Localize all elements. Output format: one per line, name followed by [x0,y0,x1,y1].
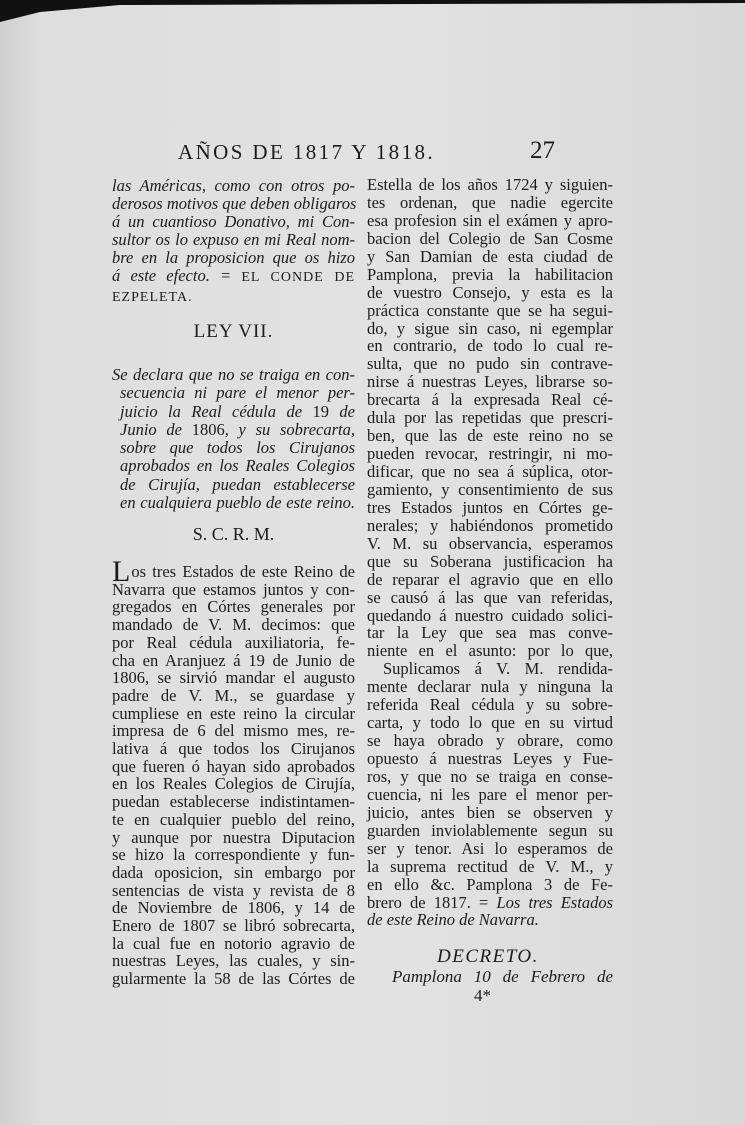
text-segment: 1806, se sirvió mandar el augusto [112,668,355,688]
text-line [367,660,613,678]
text-segment: ros, y que no se traiga en conse- [367,766,613,786]
text-line [367,212,613,230]
text-line [112,213,355,231]
text-line [112,581,355,599]
text-line [367,642,613,660]
page-number: 27 [530,137,555,164]
text-line [367,176,613,194]
text-line [112,740,355,758]
text-line [112,555,355,588]
text-line [367,445,613,463]
text-segment: quedando á nuestro cuidado solici- [367,605,613,625]
text-segment: práctica constante que se ha segui- [367,300,613,320]
text-segment: pueden revocar, restringir, ni mo- [367,444,613,464]
text-segment: en contrario, de todo lo cual re- [367,336,613,356]
text-line [112,287,355,307]
text-line [367,535,613,553]
text-line [112,846,355,864]
intro-paragraph [112,177,355,307]
text-line [367,876,613,894]
text-segment: sultor os lo expuso en mi Real nom- [112,230,355,249]
text-line [367,284,613,302]
text-segment: gamiento, y consentimiento de sus [367,479,613,499]
text-line [367,822,613,840]
text-segment: brero de 1817. = [367,892,497,912]
text-line [367,517,613,535]
text-segment: á este efecto. = [112,266,242,285]
text-line [367,732,613,750]
text-segment: ben, que las de este reino no se [367,426,613,446]
text-line [112,457,355,475]
text-segment: tar la Ley que sea mas conve- [367,623,613,643]
text-segment: do, y sigue sin caso, ni egemplar [367,318,613,338]
text-line [112,758,355,776]
text-segment: que fueren ó hayan sido aprobados [112,756,355,776]
text-line [367,266,613,284]
text-segment: en cualquiera pueblo de este reino. [120,493,355,513]
drop-cap: L [112,555,131,588]
text-segment: V. M. su observancia, esperamos [367,533,613,553]
text-line [112,687,355,705]
text-segment: las Américas, como con otros po- [112,176,355,195]
text-segment: sulta, que no pudo sin contrave- [367,354,613,374]
text-segment: Pamplona, previa la habilitacion [367,264,613,284]
text-segment: dificar, que no sea á súplica, otor- [367,462,613,481]
text-line [367,804,613,822]
text-segment: Enero de 1807 se libró sobrecarta, [112,916,355,936]
text-line [112,267,355,287]
text-line [367,714,613,732]
text-segment: de Noviembre de 1806, y 14 de [112,898,355,918]
text-line [112,722,355,740]
text-line [112,669,355,687]
text-segment: se haya obrado y obrare, como [367,731,613,751]
text-segment: referida Real cédula y su sobre- [367,695,613,715]
text-line [367,768,613,786]
text-line [112,231,355,249]
text-line [367,571,613,589]
text-segment: cha en Aranjuez á 19 de Junio de [112,650,355,670]
text-line [112,705,355,723]
decree-line: Pamplona 10 de Febrero de [392,967,613,986]
text-segment: juicio la Real cédula de [120,401,313,421]
text-segment: padre de V. M., se guardase y [112,685,355,705]
text-line [112,177,355,195]
text-line [367,678,613,696]
text-segment: Suplicamos á V. M. rendida- [383,659,613,679]
text-line [112,494,355,512]
text-line [112,917,355,935]
text-segment: EL CONDE DE [241,270,355,285]
text-segment: de este Reino de Navarra. [367,910,539,930]
text-line [367,624,613,642]
text-line [112,864,355,882]
law-summary [112,366,355,512]
text-line [367,391,613,409]
text-segment: opuesto á nuestras Leyes y Fue- [367,749,613,768]
text-line [112,952,355,970]
text-line [367,858,613,876]
text-segment: puedan establecerse indistintamen- [112,792,355,812]
text-line [367,840,613,858]
text-line [367,911,613,929]
text-line [367,320,613,338]
text-segment: 19 [312,401,329,421]
text-segment: aprobados en los Reales Colegios [120,456,355,476]
text-segment: y San Damian de esta ciudad de [367,246,613,266]
text-line [112,775,355,793]
text-segment: carta, y todo lo que en su virtud [367,713,613,733]
text-segment: y aunque por nuestra Diputacion [112,827,355,847]
text-line [112,421,355,439]
text-segment: sentencias de vista y revista de 8 [112,880,355,900]
text-segment: cumpliese en este reino la circular [112,703,355,723]
text-line [367,894,613,912]
text-segment: te en cualquier pueblo del reino, [112,809,355,829]
text-segment: de Cirujía, puedan establecerse [120,474,355,494]
text-line [367,553,613,571]
text-line [112,793,355,811]
text-line [367,230,613,248]
text-segment: ser y tenor. Asi lo esperamos de [367,838,613,858]
text-segment: secuencia ni pare el menor per- [120,383,355,403]
text-segment: la suprema rectitud de V. M., y [367,856,613,876]
text-segment: cuencia, ni les pare el menor per- [367,784,613,804]
text-segment: de reparar el agravio que en ello [367,569,613,589]
text-segment: juicio, antes bien se observen y [367,802,613,822]
text-segment: se causó á las que van referidas, [367,587,613,607]
scan-top-edge [0,0,745,30]
text-segment: derosos motivos que deben obligaros [112,194,357,213]
text-line [367,302,613,320]
text-segment: por Real cédula auxiliatoria, fe- [112,632,355,652]
text-line [367,696,613,714]
text-segment: dula por las repetidas que prescri- [367,408,613,428]
text-line [112,652,355,670]
text-segment: Junio de [120,419,192,439]
text-segment: nuestras Leyes, las cuales, y sin- [112,951,355,971]
text-segment: lativa á que todos los Cirujanos [112,739,355,759]
text-segment: dada oposicion, sin embargo por [112,862,355,882]
decree-heading: DECRETO. [437,946,539,967]
text-segment: bre en la proposicion que os hizo [112,248,355,267]
text-segment: Los tres Estados [496,892,613,912]
law-heading: LEY VII. [193,321,274,342]
text-segment: mandado de V. M. decimos: que [112,615,355,635]
text-segment: Estella de los años 1724 y siguien- [367,175,613,194]
text-segment: nerales; y habiéndonos prometido [367,515,613,535]
text-line [367,427,613,445]
text-segment: gularmente la 58 de las Córtes de [112,969,355,989]
text-line [367,463,613,481]
text-line [112,476,355,494]
text-segment: de [328,401,355,421]
text-line [112,439,355,457]
text-line [112,616,355,634]
text-segment: gregados en Córtes generales por [112,597,355,617]
text-segment: esa profesion sin el exámen y apro- [367,210,613,230]
text-segment: en ello &c. Pamplona 3 de Fe- [367,874,613,894]
text-segment: sobre que todos los Cirujanos [120,438,355,458]
text-line [367,607,613,625]
text-segment: guarden inviolablemente segun su [367,820,613,840]
text-segment: que su Soberana justificacion ha [367,551,613,571]
text-segment: mente declarar nula y ninguna la [367,677,613,697]
text-segment: os tres Estados de este Reino de [131,562,355,581]
running-title: AÑOS DE 1817 Y 1818. [178,140,436,164]
text-segment: de vuestro Consejo, y esta es la [367,282,613,302]
text-segment: brecarta á la expresada Real cé- [367,390,613,410]
text-segment: nirse á nuestras Leyes, librarse so- [367,372,613,392]
text-line [112,384,355,402]
text-line [367,373,613,391]
text-line [112,811,355,829]
text-line [112,970,355,988]
text-segment: niente en el asunto: por lo que, [367,641,613,661]
petition-body-left [112,555,355,989]
text-line [112,634,355,652]
text-line [112,249,355,267]
text-segment: Navarra que estamos juntos y con- [112,579,355,599]
text-segment: la cual fue en notorio agravio de [112,933,355,953]
text-segment: 1806 [191,419,225,439]
text-segment: impresa de 6 del mismo mes, re- [112,721,355,741]
text-segment: tres Estados juntos en Córtes ge- [367,497,613,517]
text-segment: en los Reales Colegios de Cirujía, [112,774,355,794]
petition-body-right [367,176,613,929]
text-segment: Se declara que no se traiga en con- [112,365,355,384]
signature-mark: 4* [474,986,491,1005]
text-segment: á un cuantioso Donativo, mi Con- [112,212,355,231]
text-line [367,248,613,266]
text-line [367,194,613,212]
text-line [112,366,355,384]
text-line [112,935,355,953]
text-line [112,598,355,616]
text-segment: EZPELETA. [112,290,193,305]
text-segment: bacion del Colegio de San Cosme [367,228,613,248]
text-line [112,829,355,847]
text-line [367,409,613,427]
text-line [112,195,355,213]
text-line [367,481,613,499]
text-segment: , y su sobrecarta, [224,419,355,439]
text-line [112,899,355,917]
text-line [367,499,613,517]
text-line [367,589,613,607]
text-line [367,355,613,373]
text-line [112,882,355,900]
text-segment: se hizo la correspondiente y fun- [112,845,355,865]
salutation: S. C. R. M. [192,524,275,544]
text-segment: tes ordenan, que nadie egercite [367,192,613,212]
text-line [367,337,613,355]
text-line [367,786,613,804]
text-line [367,750,613,768]
text-line [112,403,355,421]
